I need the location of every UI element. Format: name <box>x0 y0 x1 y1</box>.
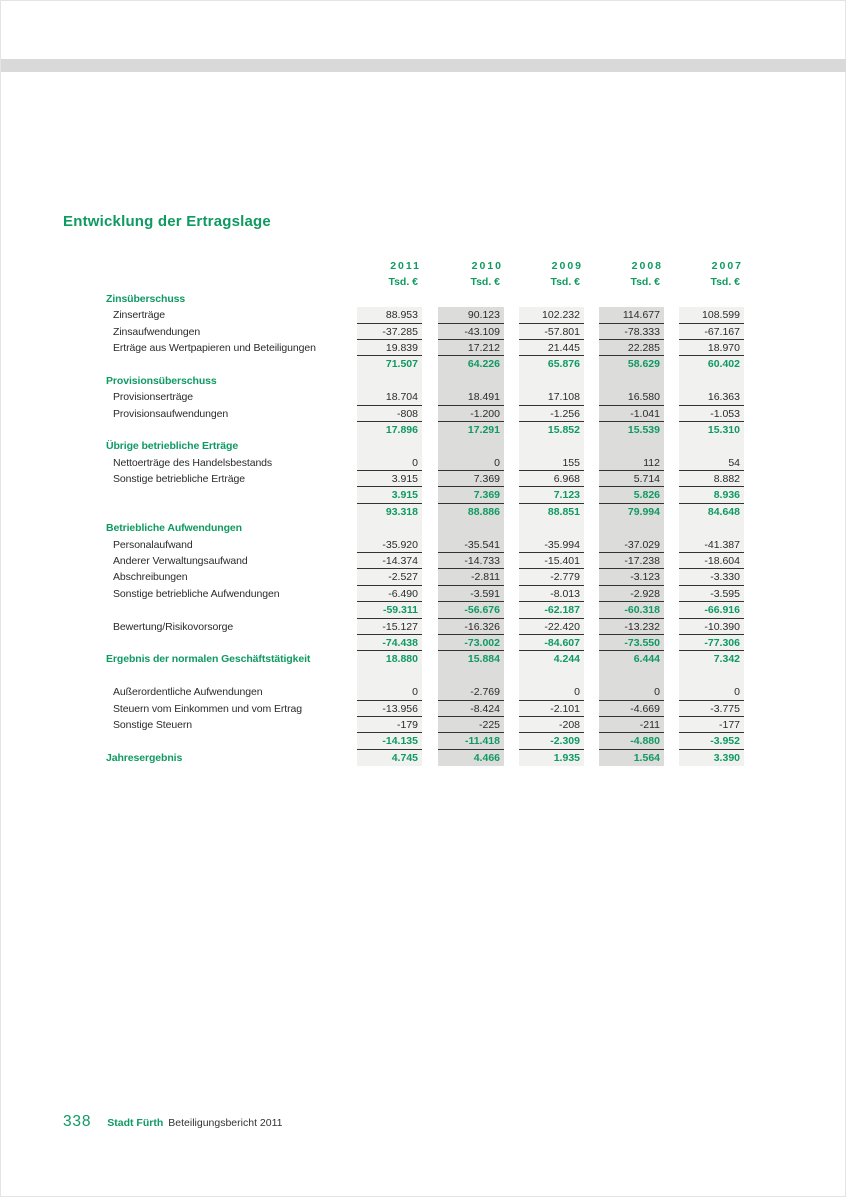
value-cell: Tsd. € <box>388 276 418 289</box>
value-cell: 22.285 <box>599 340 664 356</box>
value-cell <box>679 520 744 536</box>
table-row-subtotal <box>1 487 846 503</box>
value-cell: 58.629 <box>599 356 664 372</box>
value-cell: 71.507 <box>357 356 422 372</box>
row-label: Zinserträge <box>113 309 166 322</box>
value-cell: -37.029 <box>599 537 664 553</box>
value-cell: 18.970 <box>679 340 744 356</box>
footer-brand: Stadt Fürth <box>107 1117 164 1129</box>
value-cell: 6.968 <box>519 471 584 487</box>
value-cell: 7.342 <box>679 651 744 667</box>
value-cell: -208 <box>519 717 584 733</box>
value-cell: -1.200 <box>438 406 504 422</box>
value-cell: 112 <box>599 455 664 471</box>
value-cell: -13.232 <box>599 619 664 635</box>
value-cell: -35.541 <box>438 537 504 553</box>
value-cell: 2007 <box>711 260 743 272</box>
row-label: Bewertung/Risikovorsorge <box>113 620 234 633</box>
value-cell: -1.041 <box>599 406 664 422</box>
value-cell: -15.401 <box>519 553 584 569</box>
value-cell: -2.527 <box>357 569 422 585</box>
value-cell: 60.402 <box>679 356 744 372</box>
value-cell <box>438 373 504 389</box>
footer-document-title: Beteiligungsbericht 2011 <box>168 1117 283 1129</box>
row-label: Sonstige Steuern <box>113 718 192 731</box>
value-cell: -10.390 <box>679 619 744 635</box>
row-label: Abschreibungen <box>113 571 188 584</box>
value-cell: -3.775 <box>679 701 744 717</box>
value-cell <box>519 291 584 307</box>
value-cell: -41.387 <box>679 537 744 553</box>
row-label: Außerordentliche Aufwendungen <box>113 686 263 699</box>
value-cell: 1.935 <box>519 750 584 766</box>
row-label: Zinsüberschuss <box>106 292 186 305</box>
value-cell: -4.669 <box>599 701 664 717</box>
row-label: Provisionsüberschuss <box>106 374 217 387</box>
value-cell: -57.801 <box>519 324 584 340</box>
value-cell <box>679 668 744 684</box>
value-cell <box>599 373 664 389</box>
table-row-section <box>1 373 846 389</box>
value-cell: 84.648 <box>679 504 744 520</box>
value-cell: -3.330 <box>679 569 744 585</box>
value-cell: -35.920 <box>357 537 422 553</box>
table-row-item <box>1 537 846 553</box>
value-cell: -3.952 <box>679 733 744 749</box>
value-cell: 8.882 <box>679 471 744 487</box>
value-cell <box>357 291 422 307</box>
value-cell: -16.326 <box>438 619 504 635</box>
value-cell: 1.564 <box>599 750 664 766</box>
value-cell: 88.886 <box>438 504 504 520</box>
row-label: Sonstige betriebliche Aufwendungen <box>113 587 280 600</box>
value-cell: -179 <box>357 717 422 733</box>
table-row-subtotal <box>1 422 846 438</box>
value-cell <box>519 373 584 389</box>
value-cell: -11.418 <box>438 733 504 749</box>
row-label: Betriebliche Aufwendungen <box>106 522 242 535</box>
table-row-subtotal <box>1 635 846 651</box>
value-cell: 2011 <box>390 260 421 272</box>
value-cell: -15.127 <box>357 619 422 635</box>
table-header-years <box>1 258 846 274</box>
value-cell: -3.591 <box>438 586 504 602</box>
table-row-item <box>1 684 846 700</box>
table-row-section <box>1 438 846 454</box>
value-cell <box>438 520 504 536</box>
value-cell: -2.769 <box>438 684 504 700</box>
table-header-unit <box>1 274 846 290</box>
table-row-item <box>1 389 846 405</box>
value-cell: -13.956 <box>357 701 422 717</box>
value-cell: -73.002 <box>438 635 504 651</box>
value-cell <box>599 668 664 684</box>
row-label: Steuern vom Einkommen und vom Ertrag <box>113 702 302 715</box>
value-cell: 2010 <box>471 260 503 272</box>
value-cell: 4.244 <box>519 651 584 667</box>
page-number: 338 <box>63 1113 92 1130</box>
value-cell: 15.310 <box>679 422 744 438</box>
value-cell: 17.896 <box>357 422 422 438</box>
value-cell: 17.108 <box>519 389 584 405</box>
value-cell: -60.318 <box>599 602 664 618</box>
value-cell: 7.369 <box>438 487 504 503</box>
table-row-result <box>1 651 846 667</box>
header-divider-bar <box>1 59 846 72</box>
value-cell: -3.595 <box>679 586 744 602</box>
value-cell <box>438 668 504 684</box>
value-cell: 21.445 <box>519 340 584 356</box>
value-cell: -73.550 <box>599 635 664 651</box>
row-label: Provisionserträge <box>113 391 194 404</box>
value-cell: -211 <box>599 717 664 733</box>
table-row-item <box>1 619 846 635</box>
row-label: Zinsaufwendungen <box>113 325 201 338</box>
value-cell: -6.490 <box>357 586 422 602</box>
value-cell: 19.839 <box>357 340 422 356</box>
value-cell: 18.880 <box>357 651 422 667</box>
value-cell: -56.676 <box>438 602 504 618</box>
value-cell: -8.424 <box>438 701 504 717</box>
value-cell: 15.884 <box>438 651 504 667</box>
value-cell: 6.444 <box>599 651 664 667</box>
value-cell <box>599 291 664 307</box>
value-cell: 15.852 <box>519 422 584 438</box>
value-cell: -22.420 <box>519 619 584 635</box>
value-cell: -74.438 <box>357 635 422 651</box>
value-cell: 15.539 <box>599 422 664 438</box>
value-cell: 17.291 <box>438 422 504 438</box>
value-cell: 0 <box>599 684 664 700</box>
table-row-subtotal <box>1 356 846 372</box>
row-label: Provisionsaufwendungen <box>113 407 229 420</box>
value-cell: 88.953 <box>357 307 422 323</box>
table-row-item <box>1 586 846 602</box>
value-cell: 79.994 <box>599 504 664 520</box>
table-row-item <box>1 340 846 356</box>
row-label: Erträge aus Wertpapieren und Beteiligungen <box>113 341 316 354</box>
value-cell: 108.599 <box>679 307 744 323</box>
page-title: Entwicklung der Ertragslage <box>63 213 271 231</box>
row-label: Personalaufwand <box>113 538 193 551</box>
table-row-item <box>1 717 846 733</box>
page-footer <box>63 1113 282 1131</box>
value-cell: -14.135 <box>357 733 422 749</box>
value-cell: 93.318 <box>357 504 422 520</box>
value-cell: 5.826 <box>599 487 664 503</box>
value-cell: 2008 <box>631 260 663 272</box>
table-row-spacer <box>1 668 846 684</box>
value-cell: -4.880 <box>599 733 664 749</box>
value-cell: -2.928 <box>599 586 664 602</box>
value-cell: Tsd. € <box>710 276 740 289</box>
value-cell: -84.607 <box>519 635 584 651</box>
value-cell <box>679 291 744 307</box>
value-cell: -35.994 <box>519 537 584 553</box>
table-row-subtotal <box>1 733 846 749</box>
value-cell: 0 <box>438 455 504 471</box>
table-row-item <box>1 307 846 323</box>
value-cell <box>679 438 744 454</box>
value-cell: 0 <box>519 684 584 700</box>
value-cell: 7.123 <box>519 487 584 503</box>
value-cell: 90.123 <box>438 307 504 323</box>
row-label: Nettoerträge des Handelsbestands <box>113 456 273 469</box>
table-row-section <box>1 520 846 536</box>
value-cell: 114.677 <box>599 307 664 323</box>
row-label: Ergebnis der normalen Geschäftstätigkeit <box>106 653 311 666</box>
value-cell: 8.936 <box>679 487 744 503</box>
value-cell: 88.851 <box>519 504 584 520</box>
value-cell: 65.876 <box>519 356 584 372</box>
value-cell <box>519 438 584 454</box>
value-cell: 2009 <box>551 260 583 272</box>
table-row-item <box>1 553 846 569</box>
value-cell: -59.311 <box>357 602 422 618</box>
value-cell: -37.285 <box>357 324 422 340</box>
value-cell <box>357 668 422 684</box>
value-cell: -17.238 <box>599 553 664 569</box>
table-row-item <box>1 569 846 585</box>
value-cell: 3.915 <box>357 487 422 503</box>
table-row-item <box>1 324 846 340</box>
value-cell: -1.053 <box>679 406 744 422</box>
value-cell <box>519 520 584 536</box>
row-label: Jahresergebnis <box>106 751 183 764</box>
table-row-item <box>1 701 846 717</box>
value-cell: -18.604 <box>679 553 744 569</box>
value-cell: -3.123 <box>599 569 664 585</box>
value-cell: -66.916 <box>679 602 744 618</box>
value-cell: -2.811 <box>438 569 504 585</box>
value-cell: -2.101 <box>519 701 584 717</box>
value-cell <box>679 373 744 389</box>
value-cell: 155 <box>519 455 584 471</box>
row-label: Sonstige betriebliche Erträge <box>113 473 245 486</box>
earnings-table <box>1 258 846 766</box>
value-cell <box>357 373 422 389</box>
value-cell: Tsd. € <box>470 276 500 289</box>
value-cell: 18.491 <box>438 389 504 405</box>
value-cell: -1.256 <box>519 406 584 422</box>
value-cell: -14.374 <box>357 553 422 569</box>
value-cell: Tsd. € <box>630 276 660 289</box>
row-label: Übrige betriebliche Erträge <box>106 440 239 453</box>
value-cell: 0 <box>679 684 744 700</box>
value-cell: 102.232 <box>519 307 584 323</box>
value-cell: 64.226 <box>438 356 504 372</box>
value-cell: 5.714 <box>599 471 664 487</box>
value-cell: 0 <box>357 684 422 700</box>
table-row-item <box>1 471 846 487</box>
value-cell <box>599 520 664 536</box>
value-cell: -2.309 <box>519 733 584 749</box>
value-cell: 18.704 <box>357 389 422 405</box>
value-cell: 16.363 <box>679 389 744 405</box>
value-cell: -2.779 <box>519 569 584 585</box>
value-cell: -177 <box>679 717 744 733</box>
value-cell: 3.390 <box>679 750 744 766</box>
value-cell: 4.745 <box>357 750 422 766</box>
value-cell <box>519 668 584 684</box>
value-cell: -43.109 <box>438 324 504 340</box>
value-cell <box>438 438 504 454</box>
value-cell: 54 <box>679 455 744 471</box>
value-cell <box>357 438 422 454</box>
value-cell <box>599 438 664 454</box>
table-row-result <box>1 750 846 766</box>
value-cell: 17.212 <box>438 340 504 356</box>
value-cell: -808 <box>357 406 422 422</box>
value-cell: -8.013 <box>519 586 584 602</box>
table-row-section <box>1 291 846 307</box>
value-cell: -62.187 <box>519 602 584 618</box>
value-cell: -77.306 <box>679 635 744 651</box>
value-cell <box>438 291 504 307</box>
value-cell: 4.466 <box>438 750 504 766</box>
value-cell <box>357 520 422 536</box>
table-row-subtotal <box>1 602 846 618</box>
table-row-subtotal <box>1 504 846 520</box>
value-cell: -67.167 <box>679 324 744 340</box>
table-row-item <box>1 406 846 422</box>
value-cell: 7.369 <box>438 471 504 487</box>
value-cell: -78.333 <box>599 324 664 340</box>
table-row-item <box>1 455 846 471</box>
value-cell: 16.580 <box>599 389 664 405</box>
row-label: Anderer Verwaltungsaufwand <box>113 555 248 568</box>
value-cell: Tsd. € <box>550 276 580 289</box>
value-cell: -14.733 <box>438 553 504 569</box>
value-cell: 3.915 <box>357 471 422 487</box>
value-cell: 0 <box>357 455 422 471</box>
value-cell: -225 <box>438 717 504 733</box>
